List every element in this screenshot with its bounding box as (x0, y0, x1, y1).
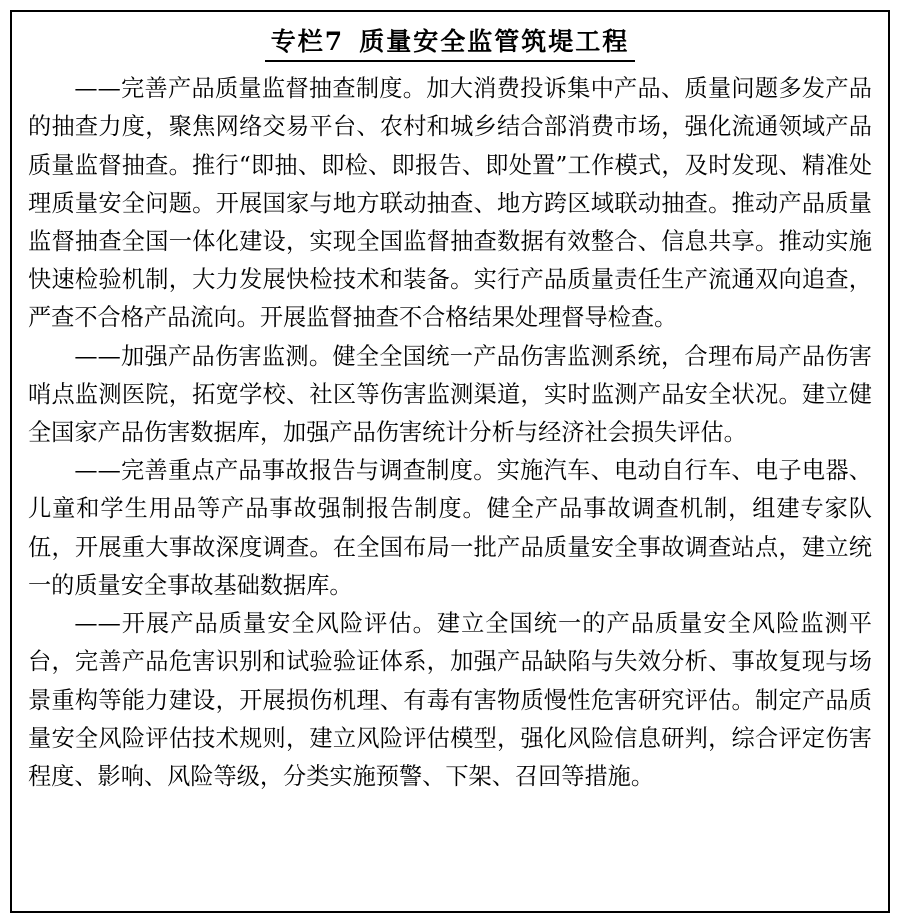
paragraph: ——开展产品质量安全风险评估。建立全国统一的产品质量安全风险监测平台，完善产品危害识别和试验验证体系，加强产品缺陷与失效分析、事故复现与场景重构等能力建设，开展损伤机理、有毒有害物质慢性危害研究评估。制定产品质量安全风险评估技术规则，建立风险评估模型，强化风险信息研判，综合评定伤害程度、影响、风险等级，分类实施预警、下架、召回等措施。 (28, 610, 872, 790)
box-title-name: 质量安全监管筑堤工程 (359, 27, 630, 56)
highlight-box (10, 10, 890, 913)
box-body (28, 70, 872, 796)
box-title-label: 专栏 (270, 27, 325, 56)
paragraph: ——完善产品质量监督抽查制度。加大消费投诉集中产品、质量问题多发产品的抽查力度，聚焦网络交易平台、农村和城乡结合部消费市场，强化流通领域产品质量监督抽查。推行“即抽、即检、即报告、即处置”工作模式，及时发现、精准处理质量安全问题。开展国家与地方联动抽查、地方跨区域联动抽查。推动产品质量监督抽查全国一体化建设，实现全国监督抽查数据有效整合、信息共享。推动实施快速检验机制，大力发展快检技术和装备。实行产品质量责任生产流通双向追查，严查不合格产品流向。开展监督抽查不合格结果处理督导检查。 (28, 75, 872, 332)
paragraph: ——完善重点产品事故报告与调查制度。实施汽车、电动自行车、电子电器、儿童和学生用品等产品事故强制报告制度。健全产品事故调查机制，组建专家队伍，开展重大事故深度调查。在全国布局一批产品质量安全事故调查站点，建立统一的质量安全事故基础数据库。 (28, 457, 872, 599)
paragraph: ——加强产品伤害监测。健全全国统一产品伤害监测系统，合理布局产品伤害哨点监测医院，拓宽学校、社区等伤害监测渠道，实时监测产品安全状况。建立健全国家产品伤害数据库，加强产品伤害统计分析与经济社会损失评估。 (28, 342, 872, 447)
box-title-number: 7 (324, 27, 344, 56)
box-title-container (28, 26, 872, 62)
box-title (265, 26, 635, 62)
